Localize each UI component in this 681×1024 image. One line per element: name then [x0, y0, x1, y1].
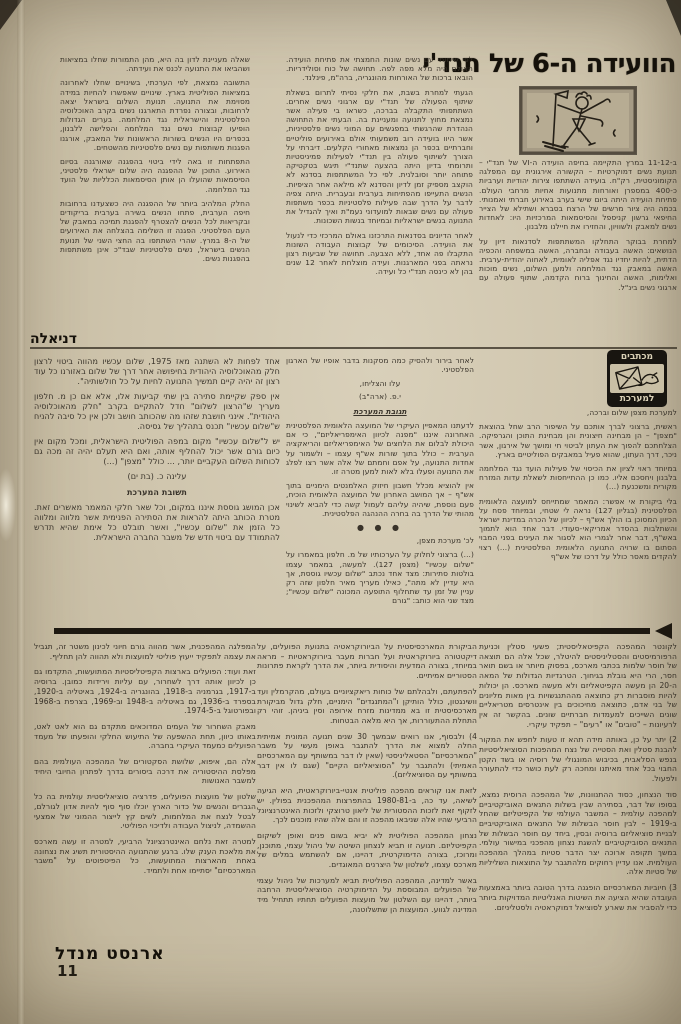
letters-col-left [34, 357, 280, 625]
paragraph: באשר למדינה, המהפכה הפוליטית תביא למערכות של ניהול עצמי של הפועלים המבוססת על הדימוקרטיה הסוציאליסטית הרחבה ביותר, דהיינו עם השלטון של מועצות הפועלים תחתיו תתחיל מיד המדינה לגווע. המועצות הן שתשלוטנה, [257, 875, 477, 914]
paragraph: התשובה נמצאת, לפי הערכתי, בשינויים שחלו לאחרונה במציאות הפוליטית בארץ. שינויים שאפשרו להחיות במידה מסוימת את התנועה. תנועת השלום בישראל יצאה לרחובות, ובצורה נפרדת התארגנו נשים בקרב האוכלוסיה הפלסטינית והישראלית נגד המלחמה. בערים הגדולות הופיעו קבוצות נשים נגד המלחמה והפלישה ללבנון, בכפרים היו הנשים בשורות הראשונות של המאבק, אורגנו הפגנות משותפות עם נשים פלסטיניות מהשטחים. [60, 78, 250, 152]
page-title: הוועידה ה-6 של תנד'י [422, 49, 676, 79]
paragraph: לקונטר המהפכה הקפיטאליסטית; פשעי סטלין וכניעת הרפורמיסטים והסטליניסטים להיטלר, שכל אלה הם תוצאה של חוסר שלמות בכתבי מארכס, בפסוק מיותר או בשם תואר חסר, הרי היא גובלת בגיחוך. הטרגדיות הגדולות של המאה ה-20 הן מעשה הקפיטאליזם ולא מעשה מארכס. הן יכולות להיות מוסברות רק כתוצאה מההתנגשויות בין מאות מליונים של בני אדם, כתוצאה מחיכוכים בין אינטרסים מטריאליים שונים השייכים למעמדות חברתיים שונים. בהקשר זה אין לרעיונות – "טובים" או "רעים" – תפקיד עיקרי. [479, 642, 677, 729]
conference-illustration [519, 86, 637, 155]
letter2-continuation [34, 357, 280, 467]
top-article-col-left [60, 55, 250, 327]
paragraph: יש ל"שלום עכשיו" מקום במפה הפוליטית הישראלית, ומכל מקום אין כיום גורם אשר יכול להחליף אותה, ואם היא תעלם יהיה זה מכה גם לכוחות השלום העקביים יותר, ... כולל "מצפן" (...) [34, 437, 280, 466]
paragraph: ב-11-12 במרץ התקיימה בחיפה הועידה ה-VI של תנד"י – תנועת נשים דמוקרטיות – הקשורה אירגונית עם המפלגה הקומוניסטית, רק"ח. בועידה השתתפו צירות יהודיות וערביות כ-400 במספרן ואורחות מתנועות אחיות מרחבי העולם. פתיחת הועידה היתה ביום שישי בערב באירוע חברתי ואמנותי. בכמה היה ציור מרשים של הרצח בסברא ושתילא של הצייר החיפאי גרשון קניספל והסיסמאות המרכזיות היו: לאחדות נשים למאבק ולשוויון, והחזירו את חיילנו מלבנון. [479, 158, 677, 232]
editor-reply1-body [286, 421, 474, 518]
section-divider-rule [30, 347, 677, 349]
paragraph: (...) ברצוני לחלוק על הערכותיו של מ. חלפון במאמרו על "שלום עכשיו" (מצפן 127). למעשה, במאמר עצמו בולטות סתירות: מצד אחד נכתב "שלום עכשיו גוססת, אך היא עדיין לא מתה", כאילו מעריך מאיר חלפון שזה רק עניין של זמן עד שתחלוף התופעה המכונה "שלום עכשיו"; מצד שני הוא כותב: "גורם [286, 550, 474, 606]
letter1-signature-line2: י.פ. (ארה"ב) [359, 391, 401, 401]
paragraph: למחרת בבוקר התחלקו המשתתפות לסדנאות דיון על הנושאים: האשה בעבודה ובחברה, האשה במשפחה והכפיה הדתית, להיות יחדיו נגד אפליה לאומית, לאחוה יהודית-ערבית. האשה במאבק נגד המלחמה ולמען השלום, נשים מוכות ואלימות, האשה והחינוך ברוח הקדמה, שתוף פעולה עם ארגוני נשים בינ"ל. [479, 236, 677, 292]
envelope-dove-icon [610, 364, 664, 393]
paragraph: מאבק השחרור של העמים המדוכאים מתקדם גם הוא לאט לאט, באותו כיוון, תחת ההשפעה של התיעוש החלקי והופעתו של מעמד הפועלים כמעמד העיקרי בחברה. [34, 721, 256, 751]
paragraph: החלק המלהיב ביותר של ההפגנה היה כשצעדנו ברחובות חיפה הערבית, פתחו הנשים בשירה בערבית בריקודים ובקריאות לכל הנשים להצטרף להפגנת תמיכה במאבק של העם הפלסטיני. הפגנה זו השלימה בהצלחה את האירועים של ה-8 במרץ. שהרי השתתפו בה החצי השני של תנועת הנשים בישראל, נשים פלסטיניות שבד"כ אינן משתתפות בהפגנות נשים. [60, 198, 250, 264]
paragraph: להפתעתם, ולבהלתם של כוחות ריאקציוניים בעולם, מהקרמלין ועד וושינגטון, כולל הותיקן ו"המתנגדים" הימניים, חלק גדול מביקורת מארכסיסטית זו בא ממדינות מזרח אירופה וסין ביניהן. זוהי רק התחלת ההתעוררות, אך היא מלאה הבטחות. [257, 686, 477, 725]
scan-corner-shadow-top-right [666, 0, 681, 36]
letter1-continuation [286, 356, 474, 374]
paragraph: לאחר בירור ולהסיק כמה מסקנות בדבר אופיו של הארגון הפלסטיני. [286, 356, 474, 375]
paragraph: זאת ועוד: הפועלים בארצות הקפיטליסטיות המתועשות, התקדמו גם כן לכיוון אותה דרך לשחרור, עם עליות וירידות כמובן. ברוסיה ב-1917, בגרמניה ב-1918, בהונגריה ב-1924, באיטליה ב-1920, בספרד ב-1936, גם באיטליה ב-1948 וב-1969, בצרפת ב-1968 ובפורטוגל ב-1974-5. [34, 667, 256, 716]
paragraph: סוד הנצחון, כסוד ההתנוונות, של המהפכה הרוסית נמצא, בסופו של דבר, בסתירה שבין בשלות התנאים האוביקטיביים למהפכה עולמית – המשבר העולמי של הקפיטליזם שהחל ב-1919 – לבין חוסר הבשלות של התנאים האוביקטיביים לבניית סוציאליזם ברוסיה ובסין, ביחד עם חוסר הבשלות של התנאים הסוביקטיביים להשגת נצחון מהפכני במישור עולמי. במשך תקופה ארוכה יצר הדבר סטיות במהלך המהפכה העולמית. אנו עדיין רחוקים מלהתגבר על התוצאות השליליות של סטיות אלה. [479, 789, 677, 877]
bottom-article-col-left [34, 642, 256, 938]
paragraph: לדעתנו המאפיין העיקרי של המועצה הלאומית הפלסטינית האחרונה איננו "מפנה לכיוון האימפריאליזם", כי אם היכולת לבלום את הלחצים של האימפריאליזם והריאקציה הערבית – כולל בתוך שורות אש"ף עצמו – ולשמור על אחדות התנועה, על אפם וחמתם של אלה אשר רצו לפלג את התנועה ופעלו בלא לאות למען מטרה זו. [286, 421, 474, 477]
top-article-col-middle [286, 55, 473, 345]
bottom-article-col-middle [257, 642, 477, 998]
letter2-greeting: לכ' מערכת מצפן, [416, 536, 474, 546]
letter1-greeting: למערכת מצפן שלום וברכה, [586, 408, 677, 417]
editor-reply1-heading: תגובת המערכת [353, 406, 407, 416]
paragraph: המפלגה המהפכנית, אשר מהווה גורם חיוני לכינון משטר זה, תגביל את עצמה לתפקיד ייעוץ פוליטי למועצות ולא תהווה להן תחליף. [34, 642, 256, 661]
letters-to-editor-box [607, 350, 667, 407]
letters-box-title-top: מכתבים [620, 352, 654, 362]
paragraph: לפי שיחותי עם נשים שונות החמצתי את פתיחת הועידה. האולם היה מלא מפה לפה. תחושה של כוח וסולידריות. הובאו ברכות של האורחות מהונגריה, ברה"מ, פינלנד. [286, 55, 473, 83]
paragraph: אין ספק שקיימת סתירה בין שתי קביעות אלו, אלא אם כן מ. חלפון מעריך ש"הרצון לשלום" חדל להתקיים בקרב "חלק מהאוכלוסיה היהודית". אינני חושבת שזהו מה שהכותב חושב ולכן אין כל סיבה להניח ש"שלום עכשיו" תכנס בתהליך של גסיסה. [34, 392, 280, 431]
paragraph: שאלה מעניינת לדון בה היא, מהן התמורות שחלו במציאות ושהביאו את התנועה לכנס את ועידתה. [60, 55, 250, 74]
paragraph: 2) יתר על כן, באותה מידה תהא זו טעות לחפש את המקור להבנת סטלין ואת הסטייה של נצח המהפכות הסוציאליסטיות בנפש הסלאבית, בכיבוש המונגולי של רוסיה או בשד הקטן החבוי בכל אחד מאיתנו ומחכה רק לעת כושר כדי להתעורר ולפעול. [479, 735, 677, 784]
paragraph: התפתחות זו באה לידי ביטוי בהפגנה שאורגנה בסיום האירוע. התוכן של ההפגנה היה שלום ישראלי פלסטיני, הסיסמאות שהועלו הן אותן הסיסמאות הכלליות של הועד נגד המלחמה. [60, 157, 250, 194]
paragraph: 4) ולבסוף, אנו רואים שבמשך 30 שנים תנועה המונית אמיתית החלה למצוא את הדרך להתגבר באופן מעשי על משבר "המארכסיזם" הסטאליניסטי (שאין לו דבר במשותף עם המארכסיזם האמיתי) ולהתגבר על "הסוציאליזם הקיים" (שגם לו אין דבר במשותף עם הסוציאליזם). [257, 731, 477, 780]
editor-reply2-body [34, 503, 280, 543]
paragraph: לזאת אנו קוראים מהפכה פוליטית אנטי-ביורוקראטית, היא הגיעה לשיאה, עד כה, ב-1980-81 בהתפרצות המהפכנית בפולין. יש לזקוף זאת לזכות ההסטורית של ליאון טרוצקי ולזכות האינטרנציונל הרביעי שהיו אלה שניבאו מהפכה זו והם אלה שהיו מוכנים לכך. [257, 786, 477, 825]
paper-blotch [0, 468, 16, 542]
paragraph: ראשית, ברצוני לברך אותכם על השיפור הרב שחל בהוצאת "מצפן" – הן מבחינה חיצונית והן מבחינת התוכן והגרפיקה. הצלחתכם להפוך את העתון לביטוי חי ומושך של אירגון, אשר ניכר, דרך העתון, שהוא פעיל במאבקים הפוליטיים בארץ. [479, 422, 677, 459]
paragraph: אחד לפחות לא השתנה מאז 1975, שלום עכשיו מהווה ביטוי לרצון חלק מהאוכלוסיה היהודית בחיפושה אחר דרך של שלום באזורנו כל עוד רצון זה יהיה קיים תמשיך התנועה לחיות על כל חולשותיה". [34, 357, 280, 386]
letter2-signature: עלינה כ. (בת ים) [127, 472, 187, 481]
letters-col-middle [286, 356, 474, 628]
letter1-signature-line1: עלו והצליחו, [359, 379, 401, 389]
author-signature-mandel: ארנסט מנדל [55, 944, 165, 964]
paragraph: הגעתי למחרת בשבת, את חלקי נסיתי לתרום בשאלת שיתוף הפעולה של תנד"י עם ארגוני נשים אחרים. השתתפותי התקבלה בברכה, כשראו בי פעילה אשר נמצאת מחוץ לתנועה ומעניינת בה. הבעתי את התחושה הנהדרת שהרגשתי במפגשים עם המוני נשים פלסטיניות, אשר היוו בועידה רוב משמעותי אולם באירועים פוליטיים וחברתיים בכפר הן נמצאות מאחורי הקלעים. דיברתי על הצורך לשיתוף פעולה בין תנד"י לפעילות פמיניסטיות ותרומתי בדיון היתה בהצעה שתנד"י תיגש בטקטיקה פתוחה יותר וסובלנית. לפי כל המשתתפות בסדנא לא הוקצב מספיק זמן לדיון והסדנא לא מילאה אחר הציפיות. הנשים התעייפו מהפתיחות בערבית ובעברית. היתה צפיה לדבר על הדרך שבה פעילות פלסטיניות בכפר משתפות פעולה עם נשים שבאות למועדוני נעמ"ת ואיך להגדיל את התנועה בנשים ישראליות ובמיוחד בנשות השכונות. [286, 87, 473, 226]
author-signature-daniela: דניאלה [30, 331, 77, 347]
paragraph: במיוחד ראוי לציון את הכיסוי של פעילות הועד נגד המלחמה בלבנון ויחסכם אליו. כמו כן ההתייחסות לשאלת עדות המזרח מקורית ומשכנעת (...) [479, 464, 677, 492]
paragraph: אכן המושג גוססת איננו במקום, וכל שאר חלקי המאמר מאשרים זאת. מטרת הכותב היתה להראות את הסתירה הפנימית אשר מלווה ומלווה כל הזמן את "שלום עכשיו", ואשר תובלט כל אימת שהיא תדרש להתמודד עם ביטוי חדש של משבר החברה הישראלית. [34, 503, 280, 542]
paragraph: שלטון של מועצות הפועלים, פדרציה סוציאליסטית עולמית בה כל הגברים והנשים של כדור הארץ יוכלו סוף סוף להיות אדון לגורלם, לבטל לנצח את המלחמות, לשים קץ לייצור ההמוני של אמצעי ההשמדה, לניצול העבודה ולדיכוי הפוליטי. [34, 792, 256, 831]
paragraph: 3) חיוביות המארכסיזם הופגנה בדרך הטובה ביותר באמצעות העובדה שהיא הציעה את השיטות האנליטיות המדויקות ביותר כדי להסביר את שארע לסוציאל דמוקראטיה ולסטליניזם. [479, 883, 677, 912]
paragraph: הביקורת המארכסיסטית על הביורוקראטיה בתנועת הפועלים, על דיקטטורה ביורוקראטית ועל חברות מעבר ביורוקראטיות – מראה במיוחד, בצורה המדעית והיסודית ביותר, את הדרך לקראת פתרונות הסטוריים אמיתיים. [257, 642, 477, 681]
paragraph: נצחון המהפכה הפוליטית לא יביא בשום פנים ואופן לשיקום הקפיטליזם. תנועה זו תביא לנצחון השיטה של ניהול עצמי, מתוכנן, ומרוכז, בצורה הדימוקרטית, דהיינו, אם להשתמש במלים של מארכס עצמו, לשלטון של היצרנים המאוגדים. [257, 830, 477, 870]
letters-col-right [479, 408, 677, 632]
paragraph: בלי ביקורת אי אפשר: המאמר שמתייחס למועצה הלאומית הפלסטינית (בגליון 127) נראה לי שטחי, ובמיוחד פסח על הכיוון המסוכן בו הולך אש"ף – לכיוון של הכרה במדינת ישראל והשתלבות בהסדר אמריקאי-סעודי. דבר אחד הוא לתמוך באש"ף, דבר אחר לגמרי הוא לסגור את העינים בפני המבוי הסתום בו שרויה התנועה הלאומית הפלסטינית (...) רצוי להקדים מאסר כולל על דרכו של אש"ף [479, 496, 677, 561]
editor-reply2-heading: תשובת המערכת [126, 488, 188, 497]
paragraph: לאחר הדיונים בסדנאות התרכזנו באולם המרכזי כדי לנעול את הועידה. הסיכומים של קבוצות העבודה השונות התקבלו פה אחד, ללא הצבעה. תחושה של שביעות רצון נראתה בפני המארגנות. ועידה מוצלחת לאחר 12 שנים בהן לא כינסה תנד"י כל ועידה. [286, 230, 473, 277]
paragraph: אלה הם, איפוא, שלושת הסקטורים של המהפכה העולמית בהם מפלסת ההיסטוריה את דרכה ביסורים בדרך לפתרון החיובי היחיד למשבר האנושות [34, 757, 256, 786]
top-article-col-right [479, 158, 677, 344]
letter1-body [479, 422, 677, 561]
page-number: 11 [57, 962, 78, 980]
continuation-arrow-icon [655, 623, 672, 639]
paragraph: אין להוציא מכלל חשבון חיזוק האלמנטים הימניים בתוך אש"ף – אך המושב האחרון של המועצה הלאומית הוכיח, פעם נוספת, שיהיה עליהם לעמול קשה כדי להביא לשינוי מהותי של הדרך בה בחרה ההנהגה הפלסטינית. [286, 481, 474, 518]
paragraph: למטרה זאת נלחם האינטרנציונל הרביעי, למטרה זו עשה מארכס את מלאכת הענק שלו. ברגע שהתנועה ההיסטורית תשיג את נצחונה באחת מהארצות המתועשות, כל הפיטפוטים על "משבר המארכסיזם" יסתיימו אחת ולתמיד. [34, 836, 256, 876]
bottom-article-col-right [479, 642, 677, 978]
scan-corner-shadow-top-left [0, 0, 22, 30]
dots-separator: ● ● ● [356, 523, 404, 533]
paper-crease [17, 0, 25, 1024]
letters-box-title-bottom: למערכת [619, 394, 655, 404]
section-divider-bar [54, 628, 650, 634]
letter2-body [286, 550, 474, 605]
